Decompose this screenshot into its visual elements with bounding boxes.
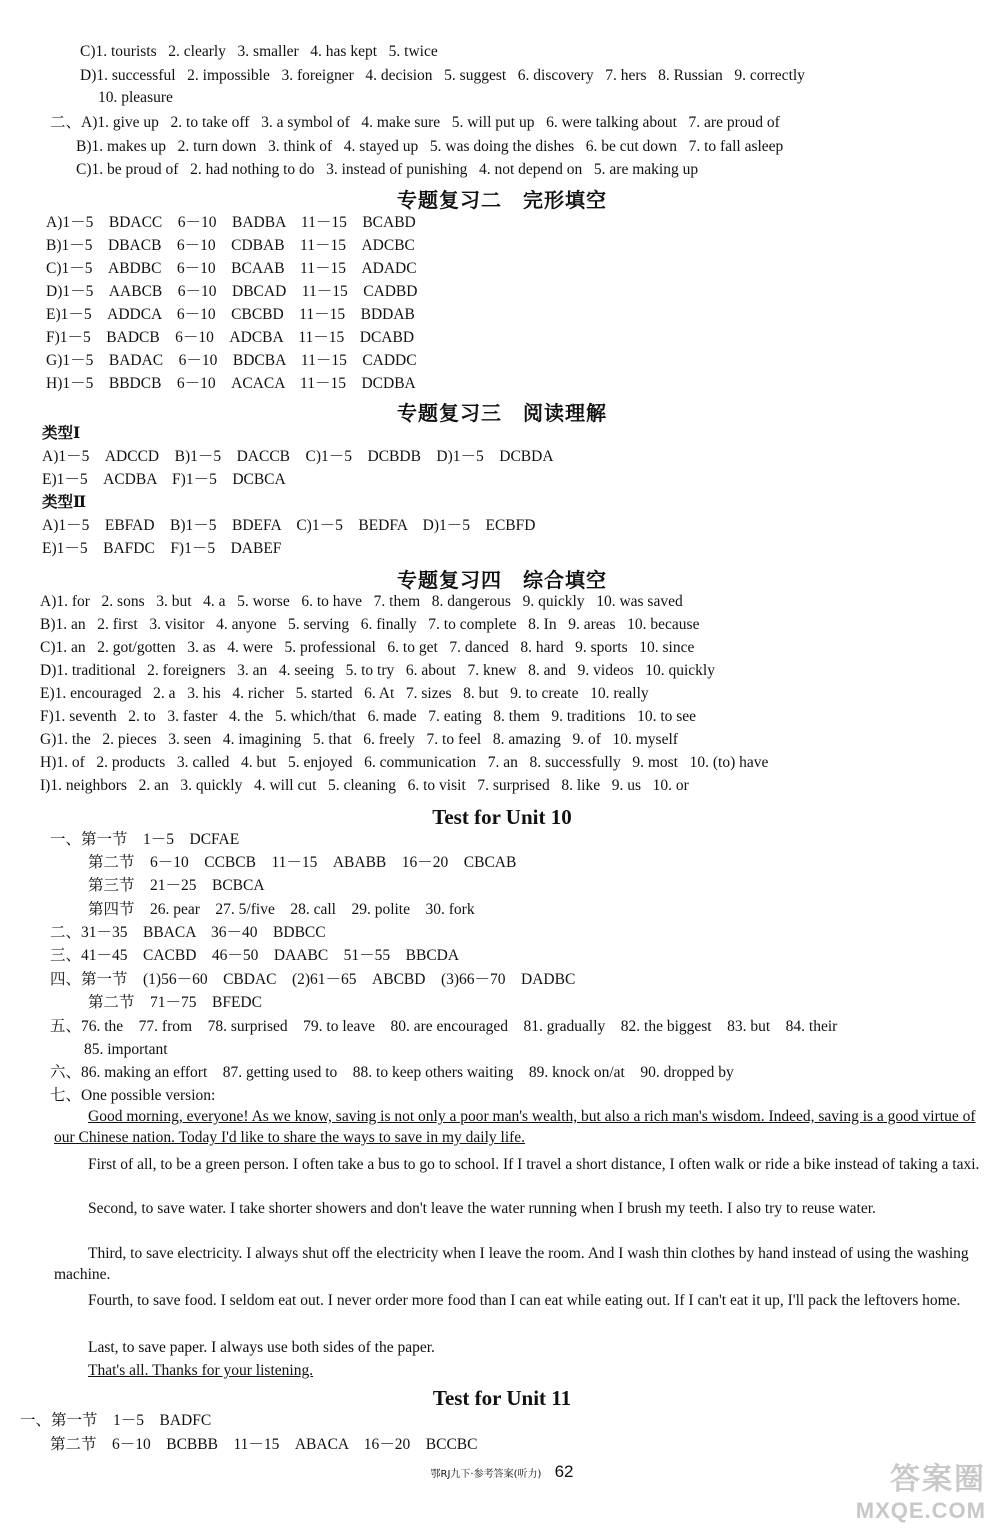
answer-line: B)1. makes up 2. turn down 3. think of 4. stayed up 5. was doing the dishes 6. be cut down 7. to fall asleep bbox=[76, 138, 784, 155]
cloze-answer-line: A)1－5 BDACC 6－10 BADBA 11－15 BCABD bbox=[46, 214, 416, 231]
unit11-answer-line: 第二节 6－10 BCBBB 11－15 ABACA 16－20 BCCBC bbox=[50, 1436, 478, 1453]
unit10-answer-line: 二、31－35 BBACA 36－40 BDBCC bbox=[50, 924, 326, 941]
answer-line: C)1. be proud of 2. had nothing to do 3. instead of punishing 4. not depend on 5. are making up bbox=[76, 161, 699, 178]
watermark-logo-text: 答案圈 bbox=[890, 1463, 986, 1496]
cloze-answer-line: B)1－5 DBACB 6－10 CDBAB 11－15 ADCBC bbox=[46, 237, 415, 254]
blanks-answer-line: A)1. for 2. sons 3. but 4. a 5. worse 6. to have 7. them 8. dangerous 9. quickly 10. was saved bbox=[40, 593, 683, 610]
page-footer bbox=[0, 1462, 1004, 1482]
blanks-answer-line: E)1. encouraged 2. a 3. his 4. richer 5. started 6. At 7. sizes 8. but 9. to create 10. really bbox=[40, 685, 649, 702]
cloze-answer-line: H)1－5 BBDCB 6－10 ACACA 11－15 DCDBA bbox=[46, 375, 416, 392]
unit10-answer-line: 七、One possible version: bbox=[50, 1087, 216, 1104]
cloze-answer-line: G)1－5 BADAC 6－10 BDCBA 11－15 CADDC bbox=[46, 352, 417, 369]
unit10-answer-line: 第三节 21－25 BCBCA bbox=[88, 877, 265, 894]
section-heading-reading: 专题复习三 阅读理解 bbox=[397, 401, 607, 425]
unit10-answer-line: 第二节 6－10 CCBCB 11－15 ABABB 16－20 CBCAB bbox=[88, 854, 517, 871]
answer-line: D)1. successful 2. impossible 3. foreigner 4. decision 5. suggest 6. discovery 7. hers 8. Russian 9. correctly bbox=[80, 67, 805, 84]
section-heading-cloze: 专题复习二 完形填空 bbox=[397, 188, 607, 212]
reading-answer-line: E)1－5 BAFDC F)1－5 DABEF bbox=[42, 540, 282, 557]
essay-paragraph: Second, to save water. I take shorter showers and don't leave the water running when I brush my teeth. I also try to reuse water. bbox=[88, 1200, 876, 1217]
cloze-answer-line: F)1－5 BADCB 6－10 ADCBA 11－15 DCABD bbox=[46, 329, 415, 346]
essay-paragraph: Fourth, to save food. I seldom eat out. I never order more food than I can eat while eating out. If I can't eat it up, I'll pack the leftovers home. bbox=[88, 1292, 961, 1309]
watermark bbox=[856, 1454, 986, 1524]
unit10-answer-line: 第四节 26. pear 27. 5/five 28. call 29. polite 30. fork bbox=[88, 901, 475, 918]
footer-label: 鄂RJ九下·参考答案(听力) bbox=[430, 1469, 542, 1480]
unit11-heading: Test for Unit 11 bbox=[432, 1386, 572, 1410]
unit10-answer-line: 三、41－45 CACBD 46－50 DAABC 51－55 BBCDA bbox=[50, 947, 460, 964]
answer-line: 10. pleasure bbox=[98, 89, 173, 106]
blanks-answer-line: H)1. of 2. products 3. called 4. but 5. enjoyed 6. communication 7. an 8. successfully 9. most 10. (to) have bbox=[40, 754, 769, 771]
reading-type-label: 类型Ⅰ bbox=[42, 425, 81, 442]
unit10-heading: Test for Unit 10 bbox=[432, 805, 572, 829]
reading-type-label: 类型Ⅱ bbox=[42, 494, 87, 511]
unit10-answer-line: 第二节 71－75 BFEDC bbox=[88, 994, 262, 1011]
cloze-answer-line: E)1－5 ADDCA 6－10 CBCBD 11－15 BDDAB bbox=[46, 306, 415, 323]
cloze-answer-line: D)1－5 AABCB 6－10 DBCAD 11－15 CADBD bbox=[46, 283, 418, 300]
unit10-answer-line: 一、第一节 1－5 DCFAE bbox=[50, 831, 240, 848]
reading-answer-line: E)1－5 ACDBA F)1－5 DCBCA bbox=[42, 471, 286, 488]
unit11-answer-line: 一、第一节 1－5 BADFC bbox=[20, 1412, 212, 1429]
reading-answer-line: A)1－5 EBFAD B)1－5 BDEFA C)1－5 BEDFA D)1－5 ECBFD bbox=[42, 517, 536, 534]
essay-paragraph: Third, to save electricity. I always shut off the electricity when I leave the room. And I wash thin clothes by hand instead of using the washing machine. bbox=[54, 1245, 969, 1283]
cloze-answer-line: C)1－5 ABDBC 6－10 BCAAB 11－15 ADADC bbox=[46, 260, 417, 277]
unit10-answer-line: 四、第一节 (1)56－60 CBDAC (2)61－65 ABCBD (3)66－70 DADBC bbox=[50, 971, 576, 988]
blanks-answer-line: D)1. traditional 2. foreigners 3. an 4. seeing 5. to try 6. about 7. knew 8. and 9. videos 10. quickly bbox=[40, 662, 715, 679]
page-number: 62 bbox=[554, 1462, 574, 1481]
blanks-answer-line: C)1. an 2. got/gotten 3. as 4. were 5. professional 6. to get 7. danced 8. hard 9. sports 10. since bbox=[40, 639, 695, 656]
section-heading-blanks: 专题复习四 综合填空 bbox=[397, 568, 607, 592]
reading-answer-line: A)1－5 ADCCD B)1－5 DACCB C)1－5 DCBDB D)1－5 DCBDA bbox=[42, 448, 554, 465]
essay-paragraph: Last, to save paper. I always use both sides of the paper. bbox=[88, 1339, 435, 1356]
essay-paragraph: Good morning, everyone! As we know, saving is not only a poor man's wealth, but also a rich man's wisdom. Indeed, saving is a good virtue of our Chinese nation. Today I'd like to share the ways to save in my daily life. bbox=[54, 1108, 976, 1146]
answer-line: 二、A)1. give up 2. to take off 3. a symbol of 4. make sure 5. will put up 6. were talking about 7. are proud of bbox=[50, 114, 780, 131]
blanks-answer-line: G)1. the 2. pieces 3. seen 4. imagining 5. that 6. freely 7. to feel 8. amazing 9. of 10. myself bbox=[40, 731, 678, 748]
unit10-answer-line: 五、76. the 77. from 78. surprised 79. to leave 80. are encouraged 81. gradually 82. the biggest 83. but 84. their bbox=[50, 1018, 838, 1035]
essay-paragraph: That's all. Thanks for your listening. bbox=[88, 1362, 314, 1379]
unit10-answer-line: 85. important bbox=[84, 1041, 168, 1058]
blanks-answer-line: B)1. an 2. first 3. visitor 4. anyone 5. serving 6. finally 7. to complete 8. In 9. areas 10. because bbox=[40, 616, 700, 633]
essay-paragraph: First of all, to be a green person. I often take a bus to go to school. If I travel a short distance, I often walk or ride a bike instead of taking a taxi. bbox=[88, 1156, 980, 1173]
blanks-answer-line: F)1. seventh 2. to 3. faster 4. the 5. which/that 6. made 7. eating 8. them 9. traditions 10. to see bbox=[40, 708, 697, 725]
blanks-answer-line: I)1. neighbors 2. an 3. quickly 4. will cut 5. cleaning 6. to visit 7. surprised 8. like 9. us 10. or bbox=[40, 777, 689, 794]
unit10-answer-line: 六、86. making an effort 87. getting used to 88. to keep others waiting 89. knock on/at 90. dropped by bbox=[50, 1064, 734, 1081]
answer-line: C)1. tourists 2. clearly 3. smaller 4. has kept 5. twice bbox=[80, 43, 438, 60]
watermark-url: MXQE.COM bbox=[855, 1498, 986, 1523]
